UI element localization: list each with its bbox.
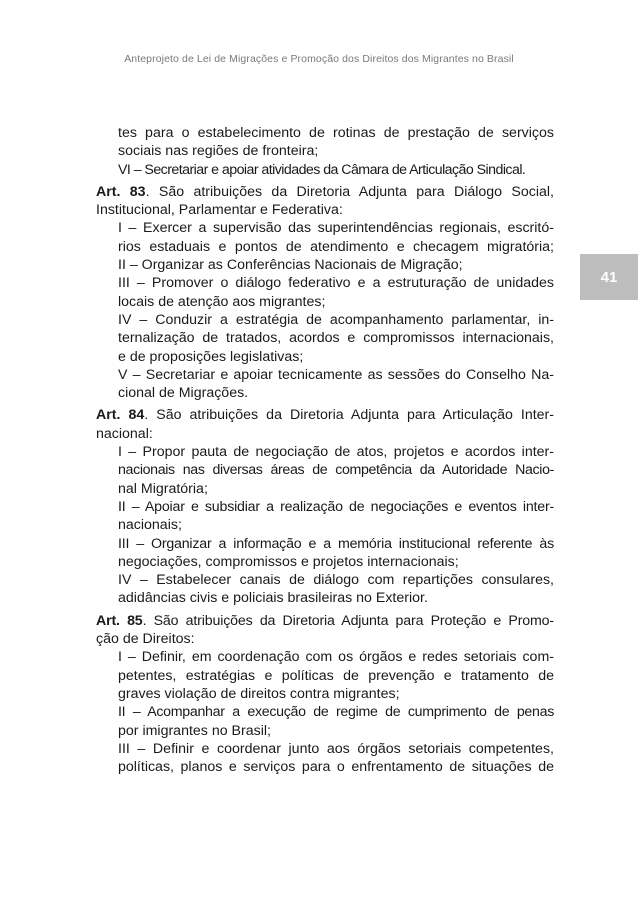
text-line: ternalização de tratados, acordos e compromissos internacionais, [118,330,554,347]
text-line: III – Promover o diálogo federativo e a estruturação de unidades [118,275,554,292]
article-number: Art. 85 [96,612,143,629]
text-line: Institucional, Parlamentar e Federativa: [96,202,343,219]
text-line: e de proposições legislativas; [118,348,304,365]
article-intro: . São atribuições da Diretoria Adjunta para Diálogo Social, [145,183,554,200]
text-line: nacionais; [118,517,182,534]
text-line: I – Exercer a supervisão das superintendências regionais, escritó- [118,220,554,237]
text-line: I – Propor pauta de negociação de atos, projetos e acordos inter- [118,444,554,461]
text-line: I – Definir, em coordenação com os órgãos e redes setoriais com- [118,649,554,666]
text-line: petentes, estratégias e políticas de prevenção e tratamento de [118,667,554,684]
text-line: adidâncias civis e policiais brasileiras no Exterior. [118,590,428,607]
text-line: nacionais nas diversas áreas de competência da Autoridade Nacio- [118,462,554,479]
running-header: Anteprojeto de Lei de Migrações e Promoção dos Direitos dos Migrantes no Brasil [124,53,514,65]
text-line: locais de atenção aos migrantes; [118,293,326,310]
text-line: V – Secretariar e apoiar tecnicamente as sessões do Conselho Na- [118,366,554,383]
text-line: IV – Conduzir a estratégia de acompanhamento parlamentar, in- [118,311,554,328]
text-line: políticas, planos e serviços para o enfrentamento de situações de [118,759,554,776]
article-number: Art. 83 [96,183,146,200]
article-85-heading [96,612,554,630]
text-line: IV – Estabelecer canais de diálogo com repartições consulares, [118,572,554,589]
text-line: rios estaduais e pontos de atendimento e checagem migratória; [118,238,554,255]
text-line: sociais nas regiões de fronteira; [118,143,319,160]
page-number: 41 [600,268,618,286]
text-line: negociações, compromissos e projetos internacionais; [118,553,459,570]
body-text [96,124,554,776]
text-line: ção de Direitos: [96,631,195,648]
text-line: II – Acompanhar a execução de regime de cumprimento de penas [118,704,554,721]
text-line: cional de Migrações. [118,385,249,402]
article-84-heading [96,406,554,424]
page-number-tab [580,254,638,300]
text-line: nacional: [96,425,153,442]
text-line: VI – Secretariar e apoiar atividades da Câmara de Articulação Sindical. [118,161,526,178]
text-line: nal Migratória; [118,480,208,497]
text-line: graves violação de direitos contra migrantes; [118,685,400,702]
text-line: por imigrantes no Brasil; [118,722,271,739]
article-intro: . São atribuições da Diretoria Adjunta para Proteção e Promo- [142,612,554,629]
article-intro: . São atribuições da Diretoria Adjunta para Articulação Inter- [144,407,554,424]
text-line: III – Organizar a informação e a memória institucional referente às [118,535,554,552]
text-line: tes para o estabelecimento de rotinas de prestação de serviços [118,125,554,141]
text-line: II – Organizar as Conferências Nacionais de Migração; [118,257,463,274]
text-line: II – Apoiar e subsidiar a realização de negociações e eventos inter- [118,498,554,515]
article-83-heading [96,183,554,201]
article-number: Art. 84 [96,407,145,424]
text-line: III – Definir e coordenar junto aos órgãos setoriais competentes, [118,740,554,757]
